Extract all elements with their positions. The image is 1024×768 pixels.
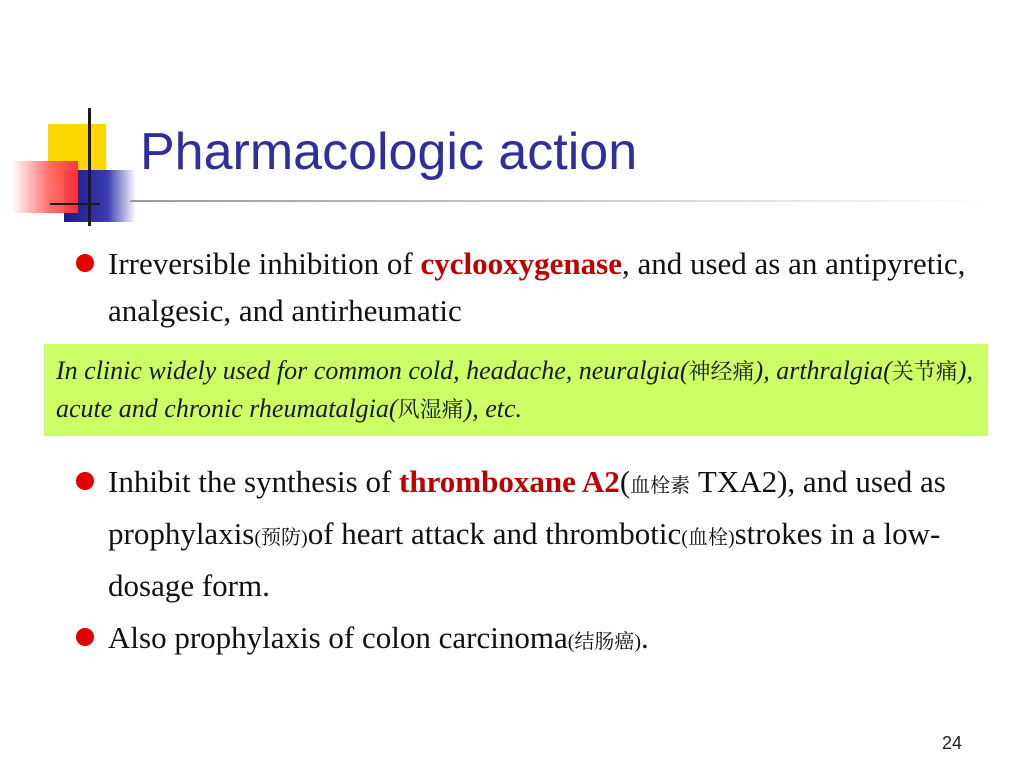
red-dot-bullet-icon [76, 254, 94, 272]
bullet-text-part: strokes in a low-dosage form. [108, 516, 941, 603]
clinic-text-part: In clinic widely used for common cold, headache, neuralgia( [56, 356, 689, 385]
bullet-chinese-term: (预防) [254, 527, 308, 549]
bullet-text-part: Inhibit the synthesis of [108, 464, 400, 499]
bullet-text-part: . [641, 620, 649, 655]
bullet-chinese-term: (结肠癌) [567, 631, 642, 653]
bullet-text-part: Irreversible inhibition of [108, 246, 421, 281]
title-ornament-icon [0, 0, 150, 240]
bullet-emphasis: thromboxane A2 [399, 464, 620, 499]
clinical-use-box [44, 344, 988, 436]
bullet-text-part: of heart attack and thrombotic [307, 516, 682, 551]
clinic-chinese-term: 关节痛 [891, 359, 958, 384]
title-divider [130, 200, 990, 202]
red-dot-bullet-icon [76, 628, 94, 646]
bullet-item-cyclooxygenase [76, 240, 988, 334]
bullet-text [108, 614, 988, 666]
bullet-text-part: ( [619, 464, 631, 499]
bullet-chinese-term: (血栓) [681, 527, 735, 549]
bullet-chinese-term: 血栓素 [630, 475, 691, 497]
red-dot-bullet-icon [76, 472, 94, 490]
ornament-vertical-line [88, 108, 91, 226]
bullet-text-part: , and used as an antipyretic, analgesic, and antirheumatic [108, 246, 966, 328]
bullet-item-thromboxane [76, 458, 988, 609]
bullet-item-colon-carcinoma [76, 614, 988, 666]
bullet-text-part: TXA2), and used as prophylaxis [108, 464, 946, 551]
bullet-emphasis: cyclooxygenase [420, 246, 622, 281]
clinic-chinese-term: 神经痛 [688, 359, 755, 384]
clinic-chinese-term: 风湿痛 [397, 397, 464, 422]
clinic-text-part: ), acute and chronic rheumatalgia( [56, 356, 973, 423]
clinic-text-part: ), arthralgia( [754, 356, 892, 385]
bullet-text-part: Also prophylaxis of colon carcinoma [108, 620, 568, 655]
bullet-text [108, 458, 988, 609]
ornament-red-square [12, 161, 78, 213]
clinic-text-part: ), etc. [463, 394, 523, 423]
bullet-text [108, 240, 988, 334]
page-number: 24 [941, 733, 962, 753]
ornament-horizontal-line [50, 203, 100, 205]
slide-title: Pharmacologic action [140, 123, 638, 181]
